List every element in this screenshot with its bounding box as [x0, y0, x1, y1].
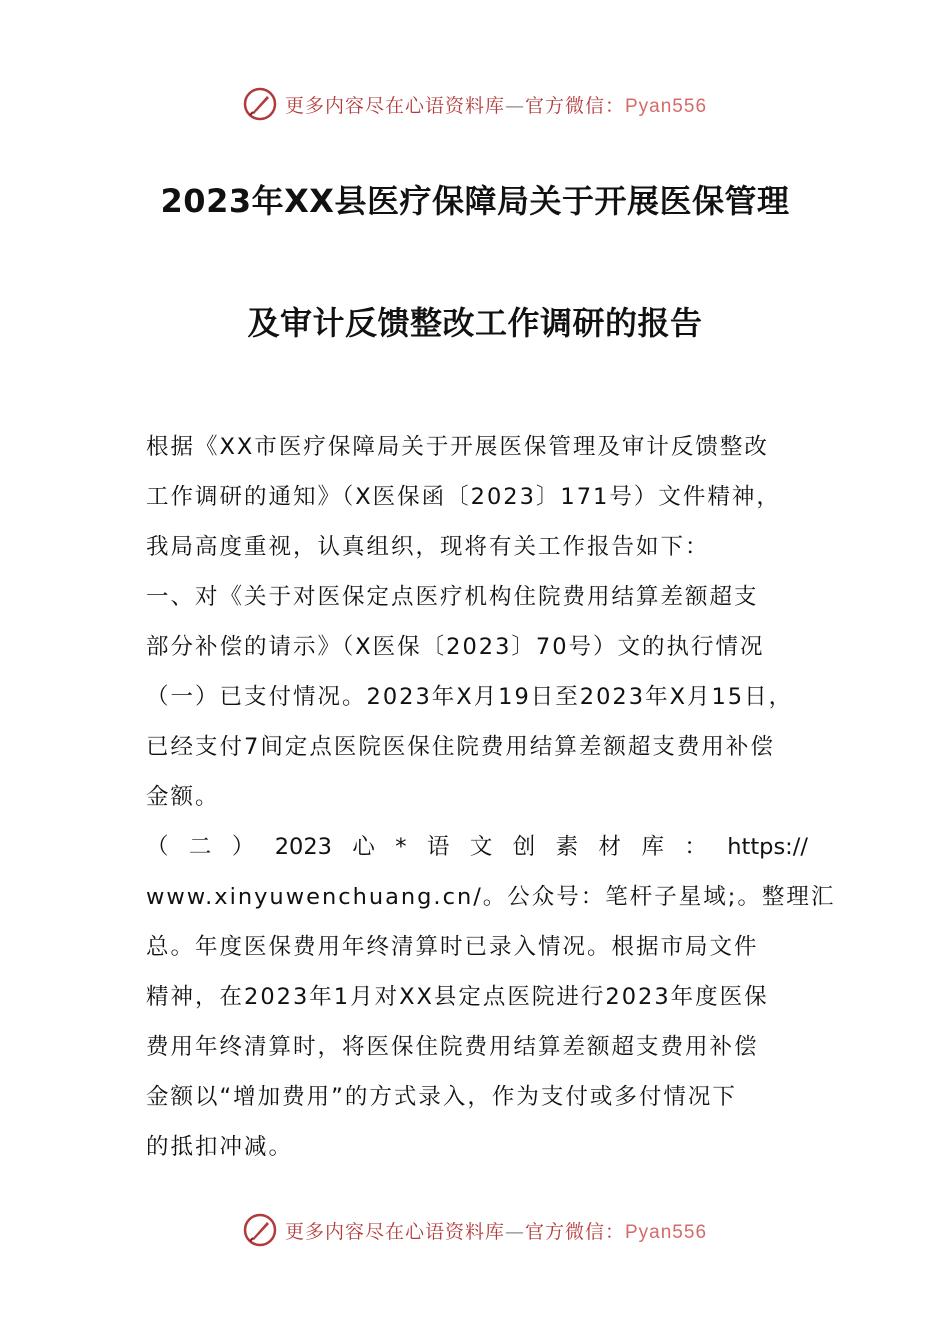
banner-wechat-id: Pyan556: [625, 95, 708, 117]
banner-text: [285, 91, 707, 118]
quill-logo-icon: [243, 1213, 277, 1247]
body-line: 精神，在2023年1月对XX县定点医院进行2023年度医保: [146, 984, 769, 1010]
spread-token: 语: [426, 834, 450, 860]
body-line: 的抵扣冲减。: [146, 1134, 294, 1160]
quill-logo-icon: [243, 87, 277, 121]
spread-token: 心: [352, 834, 375, 860]
banner-separator: —: [504, 94, 525, 117]
spread-token: 2023: [274, 834, 332, 860]
spread-token: https://: [727, 834, 808, 860]
body-line: 金额以“增加费用”的方式录入，作为支付或多付情况下: [146, 1084, 737, 1110]
banner-separator: —: [504, 1220, 525, 1243]
body-line-spread: [146, 822, 808, 872]
banner-wechat-id: Pyan556: [625, 1221, 708, 1243]
spread-token: ）: [231, 834, 255, 860]
document-title-line-2: 及审计反馈整改工作调研的报告: [247, 304, 703, 342]
body-text-block-1: [146, 422, 836, 1172]
spread-token: 材: [598, 834, 622, 860]
spread-token: *: [395, 834, 407, 860]
document-title-line-1: 2023年XX县医疗保障局关于开展医保管理: [160, 182, 790, 220]
spread-token: 文: [469, 834, 493, 860]
body-line: 工作调研的通知》（X医保函〔2023〕171号）文件精神，: [146, 484, 781, 510]
spread-token: 库: [641, 834, 664, 860]
spread-token: 素: [555, 834, 579, 860]
spread-token: 创: [512, 834, 536, 860]
body-line: 总。年度医保费用年终清算时已录入情况。根据市局文件: [146, 934, 759, 960]
spread-token: ：: [684, 834, 707, 860]
body-line: 一、对《关于对医保定点医疗机构住院费用结算差额超支: [146, 584, 759, 610]
body-line: 费用年终清算时，将医保住院费用结算差额超支费用补偿: [146, 1034, 759, 1060]
body-line: 根据《XX市医疗保障局关于开展医保管理及审计反馈整改: [146, 434, 769, 460]
banner-official: 官方微信：: [524, 1220, 625, 1243]
body-line: （一）已支付情况。2023年X月19日至2023年X月15日，: [146, 684, 794, 710]
body-line: www.xinyuwenchuang.cn/。公众号：笔杆子星域;。整理汇: [146, 884, 836, 910]
body-line: 我局高度重视，认真组织，现将有关工作报告如下：: [146, 534, 710, 560]
body-line: 金额。: [146, 784, 220, 810]
header-banner: [0, 84, 950, 124]
banner-text: [285, 1217, 707, 1244]
body-line: 已经支付7间定点医院医保住院费用结算差额超支费用补偿: [146, 734, 775, 760]
banner-official: 官方微信：: [524, 94, 625, 117]
spread-token: （: [146, 834, 169, 860]
banner-site: 更多内容尽在心语资料库: [284, 1220, 505, 1243]
spread-token: 二: [188, 834, 212, 860]
footer-banner: [0, 1210, 950, 1250]
body-line: 部分补偿的请示》（X医保〔2023〕70号）文的执行情况: [146, 634, 765, 660]
banner-site: 更多内容尽在心语资料库: [284, 94, 505, 117]
